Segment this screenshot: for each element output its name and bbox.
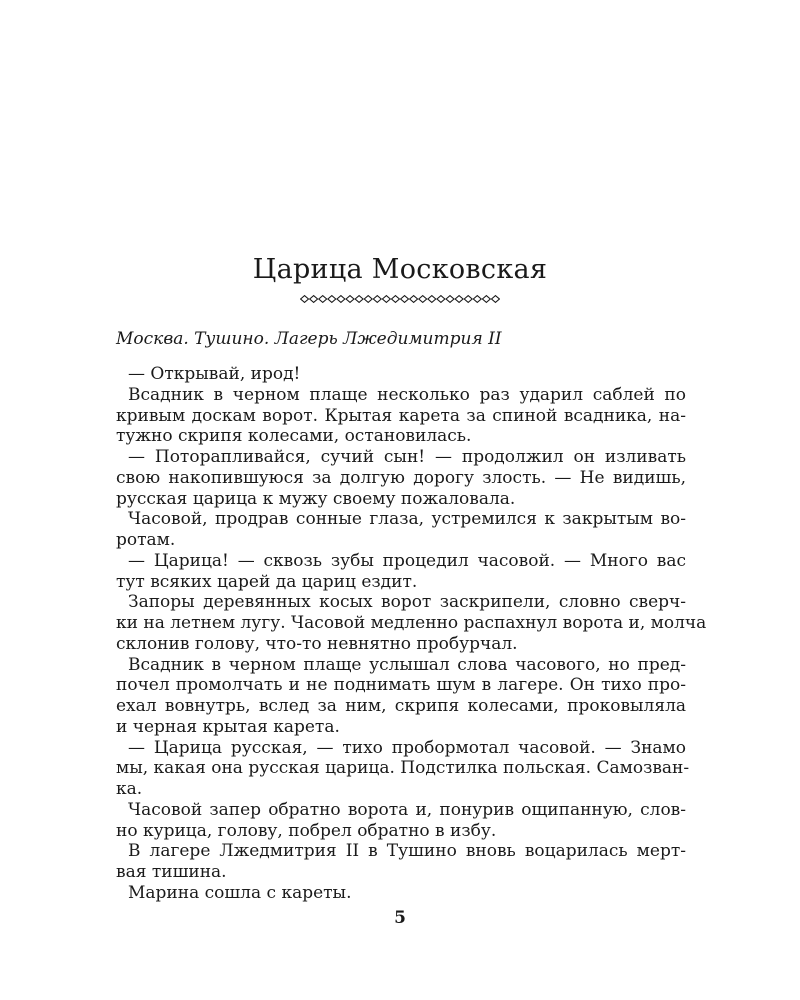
title-ornament	[300, 293, 500, 305]
text-line: — Поторапливайся, сучий сын! — продолжил он изливать	[128, 447, 686, 467]
ornament-diamond	[310, 296, 318, 303]
chapter-location: Москва. Тушино. Лагерь Лжедимитрия II	[116, 329, 502, 349]
text-line: Часовой запер обратно ворота и, понурив ощипанную, слов-	[128, 799, 686, 820]
text-line: почел промолчать и не поднимать шум в лагере. Он тихо про-	[116, 675, 686, 696]
ornament-diamond	[355, 296, 363, 303]
ornament-diamond	[410, 296, 418, 303]
text-line: — Открывай, ирод!	[128, 364, 301, 384]
chapter-title: Царица Московская	[252, 254, 548, 285]
text-line: В лагере Лжедмитрия II в Тушино вновь воцарилась мерт-	[128, 841, 686, 862]
text-line: свою накопившуюся за долгую дорогу злость. — Не видишь,	[116, 467, 686, 488]
text-line: Марина сошла с кареты.	[128, 882, 352, 903]
text-line: Часовой, продрав сонные глаза, устремился к закрытым во-	[128, 509, 686, 530]
text-line: ехал вовнутрь, вслед за ним, скрипя колесами, проковыляла	[116, 696, 686, 716]
text-line: — Царица! — сквозь зубы процедил часовой. — Много вас	[128, 550, 686, 571]
text-line: Всадник в черном плаще несколько раз ударил саблей по	[128, 384, 686, 405]
text-line: мы, какая она русская царица. Подстилка польская. Самозван-	[116, 758, 690, 779]
ornament-diamond	[446, 296, 454, 303]
ornament-diamond	[373, 296, 381, 303]
ornament-diamond	[301, 296, 309, 303]
ornament-diamond	[492, 296, 500, 303]
ornament-diamond	[328, 296, 336, 303]
ornament-diamond	[455, 296, 463, 303]
ornament-diamond	[392, 296, 400, 303]
ornament-diamond	[482, 296, 490, 303]
page-number: 5	[394, 908, 406, 928]
text-line: — Царица русская, — тихо пробормотал часовой. — Знамо	[128, 737, 686, 758]
ornament-diamond	[319, 296, 327, 303]
ornament-diamond	[419, 296, 427, 303]
text-line: Запоры деревянных косых ворот заскрипели, словно сверч-	[128, 592, 686, 613]
ornament-diamond	[473, 296, 481, 303]
ornament-diamond	[364, 296, 372, 303]
text-line: ки на летнем лугу. Часовой медленно распахнул ворота и, молча	[116, 613, 707, 633]
ornament-diamond	[337, 296, 345, 303]
ornament-diamond	[464, 296, 472, 303]
ornament-diamond	[437, 296, 445, 303]
ornament-diamond	[382, 296, 390, 303]
text-line: ротам.	[116, 530, 176, 550]
text-line: ка.	[116, 779, 143, 799]
text-line: Всадник в черном плаще услышал слова часового, но пред-	[128, 654, 686, 675]
text-line: тут всяких царей да цариц ездит.	[116, 571, 418, 592]
text-line: тужно скрипя колесами, остановилась.	[116, 426, 472, 447]
ornament-diamond	[346, 296, 354, 303]
text-line: и черная крытая карета.	[116, 716, 340, 737]
text-line: русская царица к мужу своему пожаловала.	[116, 488, 516, 509]
body-text	[116, 364, 707, 904]
text-line: кривым доскам ворот. Крытая карета за спиной всадника, на-	[116, 405, 686, 426]
text-line: вая тишина.	[116, 862, 227, 882]
ornament-diamond	[428, 296, 436, 303]
text-line: но курица, голову, побрел обратно в избу.	[116, 820, 497, 841]
ornament-diamond	[401, 296, 409, 303]
text-line: склонив голову, что-то невнятно пробурчал.	[116, 633, 518, 654]
